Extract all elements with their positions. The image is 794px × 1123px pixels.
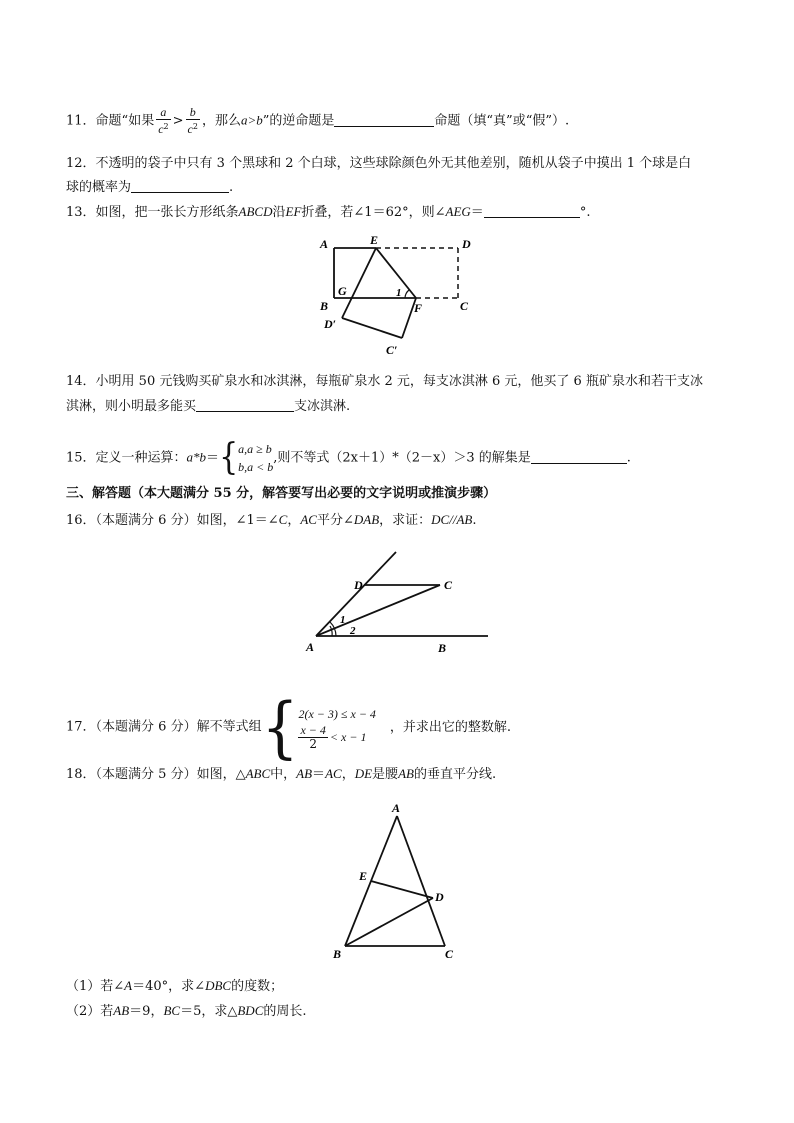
- label-C: C: [444, 578, 453, 592]
- section-3-heading: 三、解答题（本大题满分 55 分，解答要写出必要的文字说明或推演步骤）: [66, 486, 497, 501]
- label-A: A: [320, 237, 329, 251]
- question-13: 13．如图，把一张长方形纸条ABCD沿EF折叠，若∠1＝62°，则∠AEG＝ °.: [66, 204, 591, 220]
- question-18-part-2: （2）若AB＝9，BC＝5，求△BDC的周长.: [66, 1003, 307, 1019]
- question-12-line-2: 球的概率为 .: [66, 180, 234, 195]
- label-E: E: [370, 233, 379, 247]
- answer-blank[interactable]: [484, 203, 580, 218]
- label-B: B: [438, 641, 447, 655]
- label-G: G: [338, 284, 347, 298]
- question-17: 17．（本题满分 6 分）解不等式组{ 2(x − 3) ≤ x − 4 $\frac{x - 4}{2}$ < x − 1 ，并求出它的整数解.: [66, 687, 512, 767]
- brace: {: [219, 436, 239, 479]
- label-D: D: [435, 890, 444, 904]
- label-C: C: [460, 299, 469, 313]
- label-angle-1: 1: [396, 287, 402, 299]
- fraction-a-over-c2: $\frac{a}{c^2}$: [158, 105, 169, 136]
- label-angle-2: 2: [350, 625, 356, 637]
- figure-q16-angle-bisector: [300, 544, 500, 659]
- q11-number: 11．: [66, 113, 96, 129]
- answer-blank[interactable]: [196, 397, 294, 412]
- label-B: B: [320, 299, 329, 313]
- brace: {: [261, 687, 299, 767]
- label-A: A: [306, 640, 315, 654]
- inequality-system: 2(x − 3) ≤ x − 4 $\frac{x - 4}{2}$ < x − 1: [298, 706, 376, 751]
- figure-q13-folded-strip: [312, 232, 487, 362]
- label-A: A: [392, 801, 401, 815]
- question-15: 15．定义一种运算：a*b＝{ a,a ≥ b b,a < b ,则不等式（2x＋1）*（2－x）＞3 的解集是 .: [66, 436, 631, 479]
- answer-blank[interactable]: [131, 178, 229, 193]
- label-C-prime: C′: [386, 343, 398, 357]
- answer-blank[interactable]: [531, 449, 627, 464]
- label-C: C: [445, 947, 454, 961]
- fraction-b-over-c2: $\frac{b}{c^2}$: [187, 105, 198, 136]
- question-11: 11．命题“如果 $\frac{a}{c^2}$ > $\frac{b}{c^2}$ ，那么a>b”的逆命题是 命题（填“真”或“假”）.: [66, 105, 570, 136]
- label-B: B: [333, 947, 342, 961]
- question-12-line-1: 12．不透明的袋子中只有 3 个黑球和 2 个白球，这些球除颜色外无其他差别，随机从袋子中摸出 1 个球是白: [66, 156, 692, 171]
- question-18: 18．（本题满分 5 分）如图，△ABC中，AB＝AC，DE是腰AB的垂直平分线.: [66, 766, 497, 782]
- label-E: E: [359, 869, 368, 883]
- question-14-line-1: 14．小明用 50 元钱购买矿泉水和冰淇淋，每瓶矿泉水 2 元，每支冰淇淋 6 元，他买了 6 瓶矿泉水和若干支冰: [66, 374, 703, 389]
- figure-q18-isosceles-triangle: [325, 798, 465, 963]
- question-14-line-2: 淇淋，则小明最多能买 支冰淇淋.: [66, 399, 351, 414]
- label-F: F: [414, 301, 423, 315]
- question-16: 16．（本题满分 6 分）如图，∠1＝∠C，AC平分∠DAB，求证：DC//AB.: [66, 512, 477, 528]
- label-angle-1: 1: [340, 614, 346, 626]
- piecewise-cases: a,a ≥ b b,a < b: [238, 442, 274, 474]
- label-D: D: [354, 578, 363, 592]
- label-D: D: [462, 237, 471, 251]
- label-D-prime: D′: [324, 317, 337, 331]
- question-18-part-1: （1）若∠A＝40°，求∠DBC的度数；: [66, 978, 284, 994]
- answer-blank[interactable]: [334, 112, 434, 127]
